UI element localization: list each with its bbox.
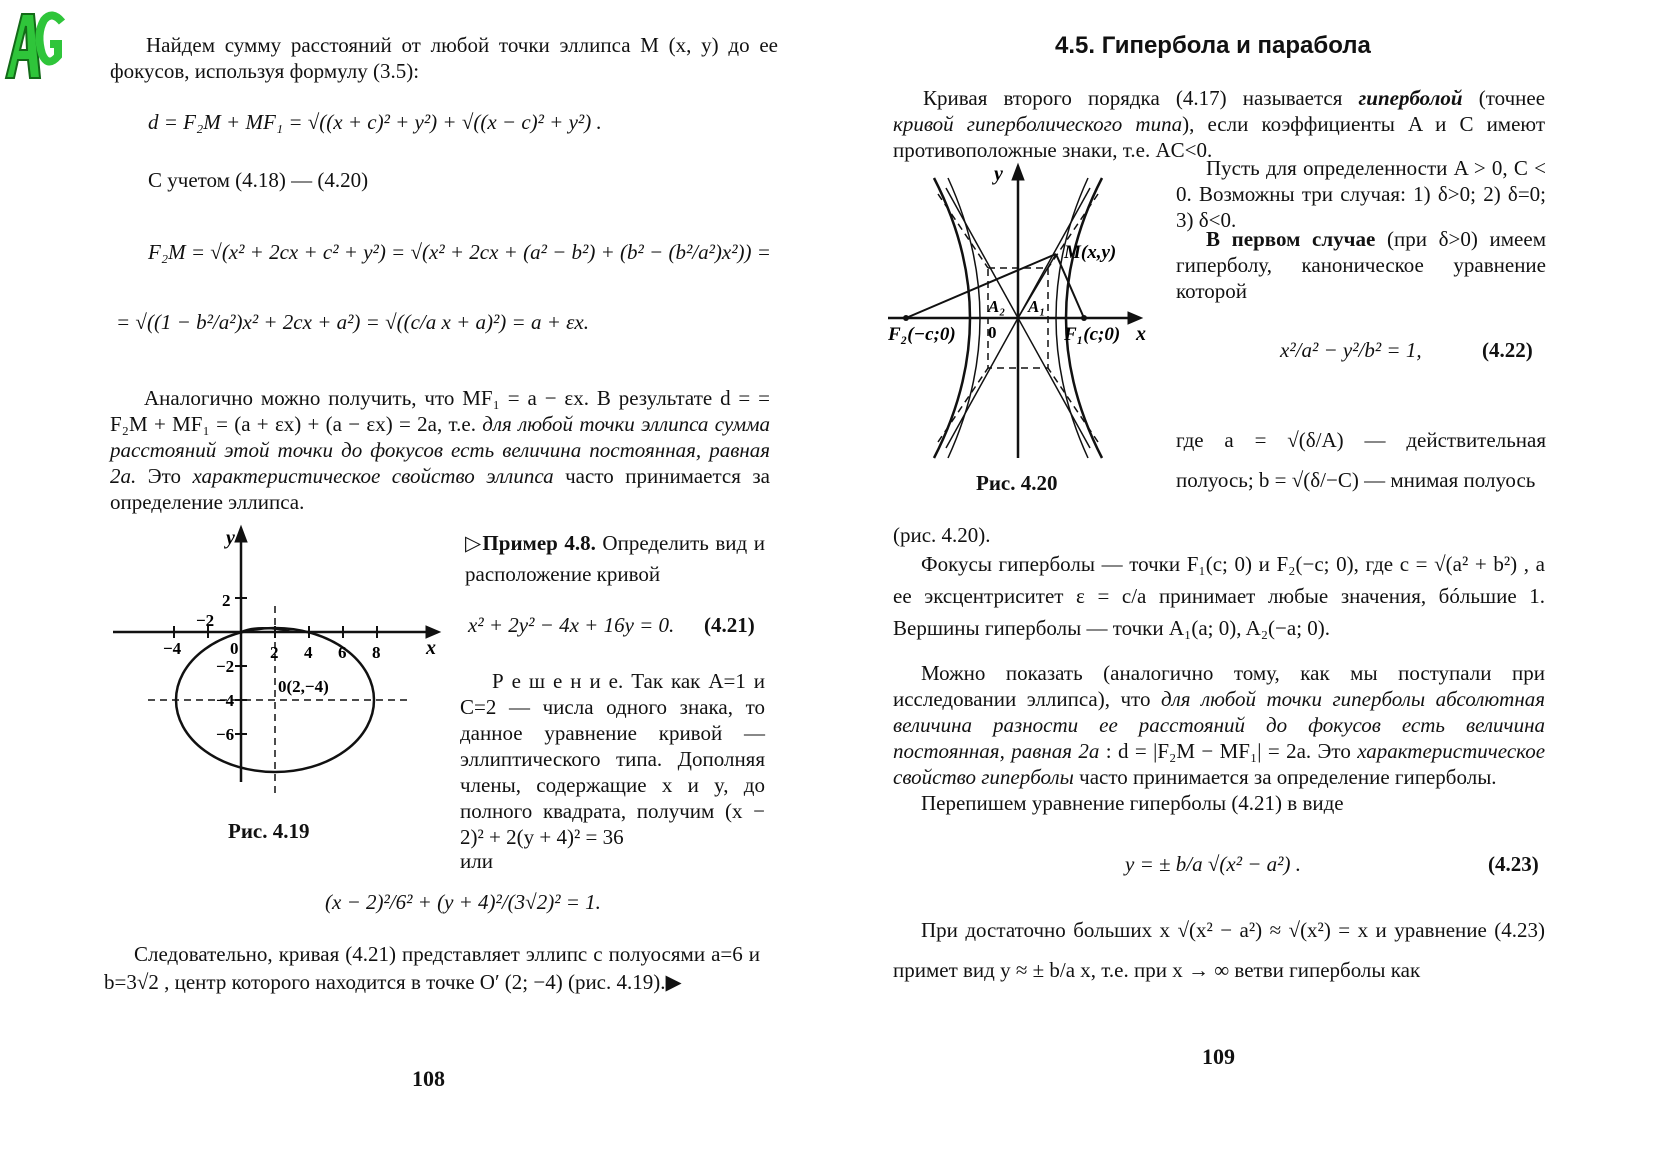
analog-paragraph	[110, 385, 770, 515]
p1-e: ), если коэффициенты A и C имеют противоположные знаки, т.е. AC<0.	[893, 112, 1546, 162]
fig420-focus-right: F₁(c;0)	[1064, 324, 1121, 345]
solution-block	[460, 668, 765, 850]
fig-ref: (рис. 4.20).	[893, 523, 991, 547]
p1-a: Кривая второго порядка (4.17) называется	[923, 86, 1343, 110]
p3-text: (при δ>0) имеем гиперболу, каноническое уравнение которой	[1176, 227, 1546, 303]
fig419-tick-y-1: −2	[216, 657, 235, 676]
fig419-center-label: 0(2,−4)	[278, 677, 329, 696]
fig420-caption: Рис. 4.20	[976, 471, 1058, 495]
example-text: Определить вид и расположение кривой	[465, 531, 765, 586]
foci-paragraph: Фокусы гиперболы — точки F₁(c; 0) и F₂(−c; 0), где c = √(a² + b²) , а ее эксцентриситет ε = c/a принимает любые значения, бóльшие 1. Вершины гиперболы — точки A₁(a; 0), A₂(−a; 0).	[893, 552, 1545, 640]
equation-4-23: y = ± b/a √(x² − a²) .	[1125, 852, 1301, 876]
equation-4-21: x² + 2y² − 4x + 16y = 0.	[468, 613, 675, 637]
equation-4-22-number: (4.22)	[1482, 338, 1533, 362]
figure-4-19	[108, 520, 453, 805]
figure-4-20	[888, 158, 1168, 468]
fig419-tick-x-0: −4	[163, 639, 182, 658]
fig420-point-m: M(x,y)	[1064, 242, 1117, 263]
fig419-tick-y-3: −6	[216, 725, 235, 744]
fig420-origin: 0	[988, 323, 997, 342]
formula-f2m-line1: F₂M = √(x² + 2cx + c² + y²) = √(x² + 2cx + (a² − b²) + (b² − (b²/a²)x²)) =	[148, 240, 771, 264]
fig419-tick-x-2: 0	[230, 639, 239, 658]
fig420-vertex-right: A₁	[1028, 297, 1046, 316]
analog-part3: Это	[147, 464, 182, 488]
right-paragraph-1	[893, 85, 1545, 163]
fig419-tick-x-6: 8	[372, 643, 381, 662]
analog-part2: для любой точки эллипса сумма расстояний этой точки до фокусов есть величина постоянная, равная 2a.	[110, 412, 770, 488]
fig419-tick-x-5: 6	[338, 643, 347, 662]
fig419-tick-x-4: 4	[304, 643, 313, 662]
example-title: ▷Пример 4.8.	[465, 531, 596, 555]
right-paragraph-3	[1176, 226, 1546, 304]
fig420-vertex-left: A₂	[988, 297, 1006, 316]
right-page-number: 109	[1202, 1044, 1235, 1069]
show-d: характеристическое свойство гиперболы	[893, 739, 1546, 789]
equation-4-21-number: (4.21)	[704, 613, 755, 637]
analog-part1: Аналогично можно получить, что MF₁ = a − εx. В результате d = = F₂M + MF₁ = (a + εx) + (a − εx) = 2a, т.е.	[110, 386, 770, 436]
p1-d: кривой гиперболического типа	[893, 112, 1183, 136]
fig419-x-label: x	[426, 637, 436, 659]
fig419-caption: Рис. 4.19	[228, 819, 310, 843]
show-a: Можно показать (аналогично тому, как мы поступали при исследовании эллипса), что	[893, 661, 1545, 711]
y-axis-arrow	[235, 526, 247, 542]
with-account-text: С учетом (4.18) — (4.20)	[148, 168, 369, 192]
formula-d: d = F₂M + MF₁ = √((x + c)² + y²) + √((x − c)² + y²) .	[148, 110, 602, 134]
left-page-number: 108	[412, 1066, 445, 1091]
equation-4-23-number: (4.23)	[1488, 852, 1539, 876]
analog-part5: часто принимается за определение эллипса.	[110, 464, 770, 514]
fig419-y-label: y	[226, 527, 235, 549]
p3-first-case: В первом случае	[1206, 227, 1376, 251]
p1-c: (точнее	[1478, 86, 1546, 110]
fig420-focus-left: F₂(−c;0)	[888, 324, 956, 345]
logo-ag	[0, 2, 70, 86]
fig419-tick-x-3: 2	[270, 643, 279, 662]
equation-final: (x − 2)²/6² + (y + 4)²/(3√2)² = 1.	[325, 890, 601, 914]
analog-part4: характеристическое свойство эллипса	[192, 464, 554, 488]
equation-4-22: x²/a² − y²/b² = 1,	[1280, 338, 1422, 362]
show-paragraph	[893, 660, 1545, 790]
show-c: : d = |F₂M − MF₁| = 2a. Это	[1105, 739, 1351, 763]
large-x-paragraph: При достаточно больших x √(x² − a²) ≈ √(x²) = x и уравнение (4.23) примет вид y ≈ ± b/a x, т.е. при x → ∞ ветви гиперболы как	[893, 918, 1545, 982]
p1-term: гиперболой	[1358, 86, 1463, 110]
solution-word: Р е ш е н и е.	[492, 669, 624, 693]
conclusion: Следовательно, кривая (4.21) представляет эллипс с полуосями a=6 и b=3√2 , центр которого находится в точке O′ (2; −4) (рис. 4.19).▶	[104, 942, 760, 994]
section-heading: 4.5. Гипербола и парабола	[1055, 32, 1371, 59]
fig420-y-label: y	[994, 163, 1003, 185]
fig419-tick-x-1: −2	[196, 611, 215, 630]
where-a-b: где a = √(δ/A) — действительная полуось; b = √(δ/−C) — мнимая полуось	[1176, 428, 1546, 492]
rewrite-text: Перепишем уравнение гиперболы (4.21) в виде	[921, 791, 1344, 815]
fig419-tick-y-2: −4	[216, 691, 235, 710]
show-b: для любой точки гиперболы абсолютная величина разности ее расстояний до фокусов есть величина постоянная, равная 2a	[893, 687, 1546, 763]
fig419-tick-y-0: 2	[222, 591, 231, 610]
example-block	[465, 528, 765, 590]
left-intro: Найдем сумму расстояний от любой точки эллипса M (x, y) до ее фокусов, используя формулу (3.5):	[110, 33, 778, 83]
formula-f2m-line2: = √((1 − b²/a²)x² + 2cx + a²) = √((c/a x + a)²) = a + εx.	[116, 310, 589, 334]
fig420-x-label: x	[1136, 323, 1146, 345]
or-word: или	[460, 849, 493, 873]
right-paragraph-2: Пусть для определенности A > 0, C < 0. Возможны три случая: 1) δ>0; 2) δ=0; 3) δ<0.	[1176, 156, 1546, 232]
solution-text: Так как A=1 и C=2 — числа одного знака, то данное уравнение кривой — эллиптического типа. Дополняя члены, содержащие x и y, до полного квадрата, получим (x − 2)² + 2(y + 4)² = 36	[460, 669, 766, 849]
show-e: часто принимается за определение гиперболы.	[1079, 765, 1497, 789]
